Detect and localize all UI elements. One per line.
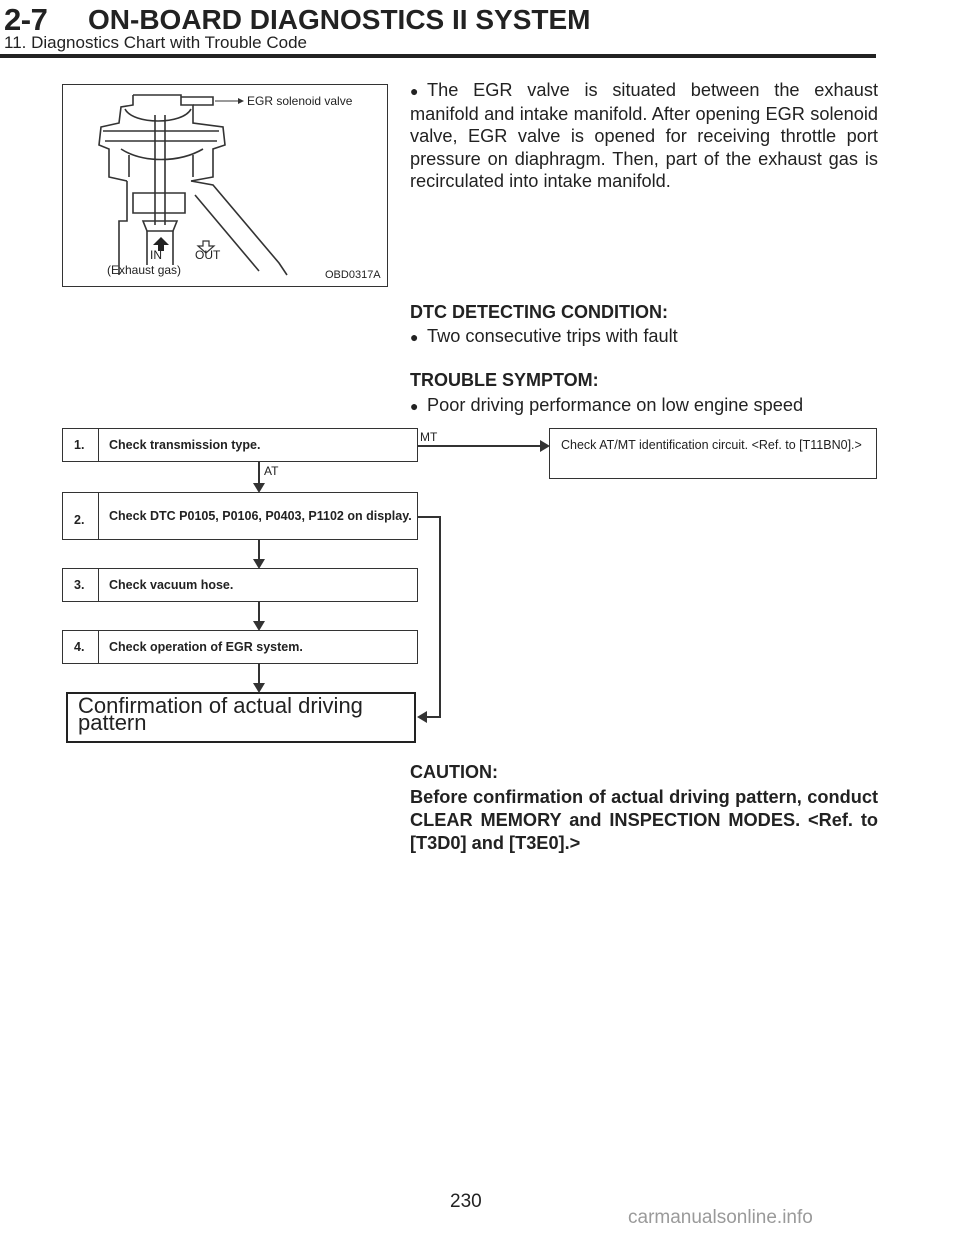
at-label: AT [264,464,279,478]
bypass-line [418,516,440,518]
step-number: 2. [63,493,99,539]
caution-heading: CAUTION: [410,762,498,782]
arrow-down-icon [253,683,265,693]
bullet-icon: ● [410,398,419,414]
bypass-line [426,716,441,718]
egr-valve-figure [62,84,388,287]
flow-step-1 [62,428,418,462]
trouble-symptom-item: ● Poor driving performance on low engine speed [410,395,804,415]
figure-code: OBD0317A [325,269,381,281]
flow-final-box [66,692,416,743]
page-subtitle: 11. Diagnostics Chart with Trouble Code [4,33,308,52]
dtc-condition-item: ● Two consecutive trips with fault [410,326,678,346]
figure-label-exhaust-gas: (Exhaust gas) [107,263,182,277]
description-text: The EGR valve is situated between the exhaust manifold and intake manifold. After opening EGR solenoid valve, EGR valve is opened for receiving throttle port pressure on diaphragm. Then, part of the exhaust gas is recirculated into intake manifold. [410,80,878,192]
description-paragraph [410,79,878,193]
bullet-icon: ● [410,83,419,99]
bypass-line [439,516,441,717]
flow-step-4 [62,630,418,664]
flow-step-3 [62,568,418,602]
page-title: ON-BOARD DIAGNOSTICS II SYSTEM [88,4,591,35]
dtc-condition-heading: DTC DETECTING CONDITION: [410,302,668,322]
header-rule [0,54,876,58]
figure-label-out: OUT [195,248,221,262]
arrow-down-icon [253,621,265,631]
arrow-down-icon [253,559,265,569]
flow-step-2 [62,492,418,540]
step-text: Check transmission type. [109,438,261,452]
arrow-down-icon [253,483,265,493]
figure-label-in: IN [150,248,162,262]
arrow-right-icon [540,440,550,452]
watermark: carmanualsonline.info [628,1207,813,1228]
final-box-text: Confirmation of actual driving pattern [78,693,363,735]
arrow-left-icon [417,711,427,723]
figure-label-egr-solenoid: EGR solenoid valve [247,94,353,108]
step-text: Check vacuum hose. [109,578,234,592]
egr-valve-drawing [63,85,386,285]
step-number: 1. [63,429,99,461]
bullet-icon: ● [410,329,419,345]
mt-branch-line [418,445,542,447]
flow-mt-target [549,428,877,479]
page-number: 230 [450,1191,482,1212]
trouble-symptom-heading: TROUBLE SYMPTOM: [410,370,599,390]
step-text: Check operation of EGR system. [109,640,303,654]
step-number: 4. [63,631,99,663]
step-text: Check DTC P0105, P0106, P0403, P1102 on display. [109,509,412,523]
step-number: 3. [63,569,99,601]
mt-label: MT [420,430,438,444]
section-number: 2-7 [4,2,48,37]
caution-text: Before confirmation of actual driving pattern, conduct CLEAR MEMORY and INSPECTION MODES. <Ref. to [T3D0] and [T3E0].> [410,787,878,853]
mt-target-text: Check AT/MT identification circuit. <Ref. to [T11BN0].> [561,438,862,452]
